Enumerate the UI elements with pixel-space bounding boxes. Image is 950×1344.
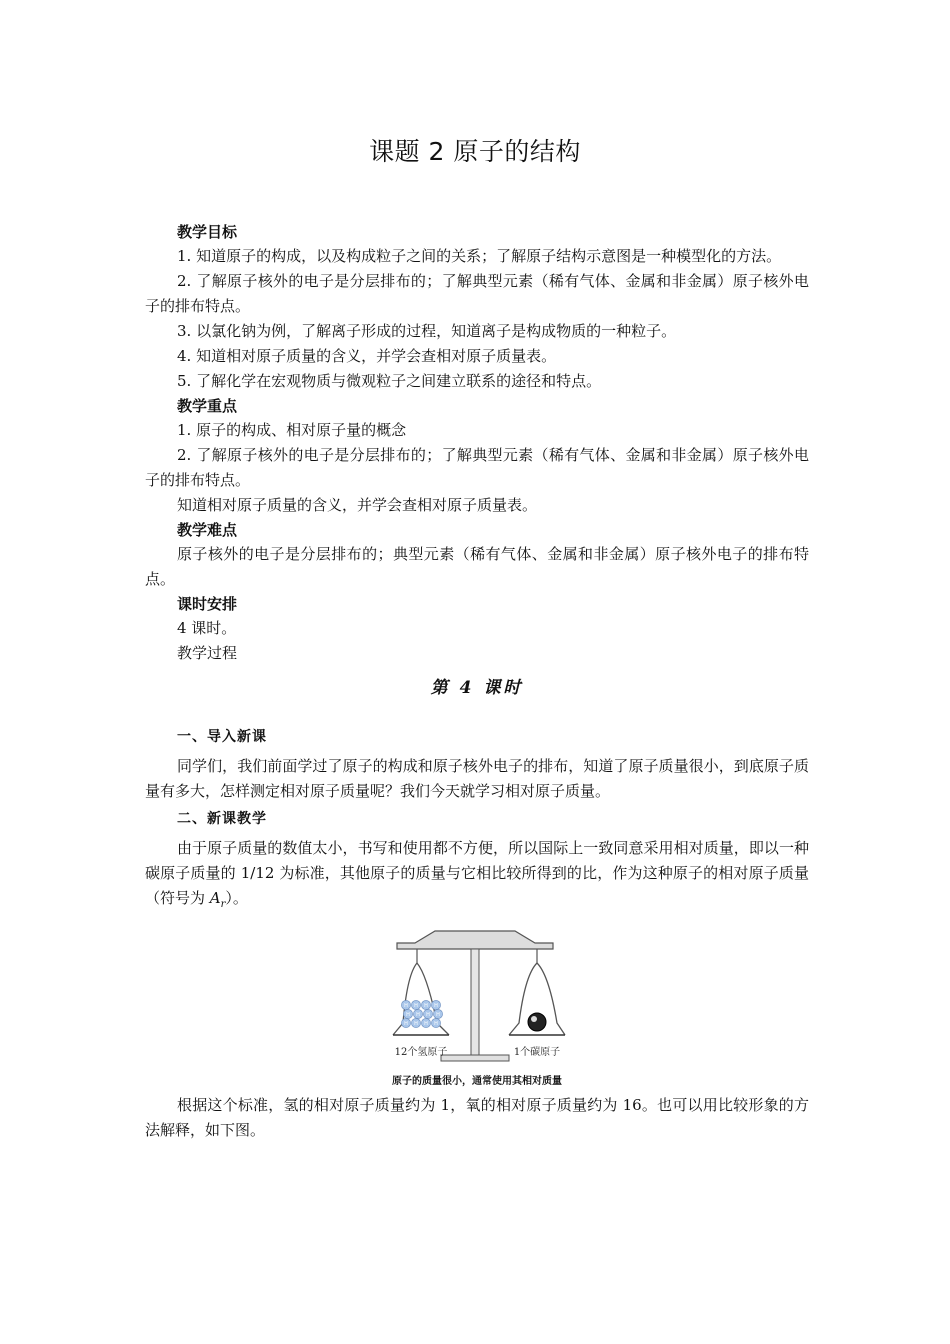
- goal-item: 4. 知道相对原子质量的含义，并学会查相对原子质量表。: [177, 347, 557, 365]
- key-point: 知道相对原子质量的含义，并学会查相对原子质量表。: [177, 496, 538, 514]
- figure-caption: 原子的质量很小，通常使用其相对质量: [392, 1076, 562, 1087]
- goal-item: 2. 了解原子核外的电子是分层排布的；了解典型元素（稀有气体、金属和非金属）原子核外电子的排布特点。: [145, 272, 809, 315]
- hydrogen-atom-letter: H: [434, 1003, 438, 1010]
- balance-scale-illustration: [145, 923, 809, 1069]
- symbol-a: A: [209, 889, 221, 907]
- key-point: 2. 了解原子核外的电子是分层排布的；了解典型元素（稀有气体、金属和非金属）原子核外电子的排布特点。: [145, 446, 809, 489]
- new-lesson-text: [145, 836, 809, 917]
- hydrogen-atom-letter: H: [424, 1003, 428, 1010]
- new-lesson-heading: 二、新课教学: [177, 811, 267, 827]
- hydrogen-atom-letter: H: [404, 1003, 408, 1010]
- key-heading: 教学重点: [177, 397, 238, 415]
- lesson-title: 第 4 课时: [430, 678, 524, 698]
- key-point: 1. 原子的构成、相对原子量的概念: [177, 421, 407, 439]
- schedule-text: 4 课时。: [177, 619, 237, 637]
- intro-heading: 一、导入新课: [177, 729, 267, 745]
- closing-text: 根据这个标准，氢的相对原子质量约为 1，氧的相对原子质量约为 16。也可以用比较形象的方法解释，如下图。: [145, 1096, 809, 1139]
- right-pan-label: 1个碳原子: [513, 1047, 561, 1058]
- goal-item: 1. 知道原子的构成，以及构成粒子之间的关系；了解原子结构示意图是一种模型化的方法。: [177, 247, 782, 265]
- hydrogen-atom-letter: H: [416, 1012, 420, 1019]
- new-text-part-b: ）。: [225, 889, 248, 907]
- new-text-part-a: 由于原子质量的数值太小，书写和使用都不方便，所以国际上一致同意采用相对质量，即以一种碳原子质量的 1/12 为标准，其他原子的质量与它相比较所得到的比，作为这种原子的相对原子质量（符号为: [145, 839, 809, 907]
- intro-text: 同学们，我们前面学过了原子的构成和原子核外电子的排布，知道了原子质量很小，到底原子质量有多大，怎样测定相对原子质量呢？我们今天就学习相对原子质量。: [145, 757, 809, 800]
- goal-item: 5. 了解化学在宏观物质与微观粒子之间建立联系的途径和特点。: [177, 372, 602, 390]
- balance-figure: [145, 923, 809, 1069]
- hydrogen-atom-letter: H: [434, 1021, 438, 1028]
- page-title: 课题 2 原子的结构: [369, 137, 581, 166]
- schedule-heading: 课时安排: [177, 595, 238, 613]
- hydrogen-atom-letter: H: [414, 1021, 418, 1028]
- left-pan-label: 12个氢原子: [394, 1047, 448, 1058]
- hydrogen-atom-letter: H: [414, 1003, 418, 1010]
- hydrogen-atoms: [401, 1000, 442, 1027]
- process-label: 教学过程: [177, 644, 238, 662]
- document-body: [145, 220, 809, 1143]
- hydrogen-atom-letter: H: [404, 1021, 408, 1028]
- goal-item: 3. 以氯化钠为例，了解离子形成的过程，知道离子是构成物质的一种粒子。: [177, 322, 677, 340]
- difficulty-heading: 教学难点: [177, 521, 238, 539]
- hydrogen-atom-letter: H: [424, 1021, 428, 1028]
- carbon-atom-icon: [528, 1013, 546, 1031]
- goals-heading: 教学目标: [177, 223, 238, 241]
- hydrogen-atom-letter: H: [426, 1012, 430, 1019]
- symbol-r: r: [220, 899, 226, 910]
- difficulty-text: 原子核外的电子是分层排布的；典型元素（稀有气体、金属和非金属）原子核外电子的排布特点。: [145, 545, 809, 588]
- hydrogen-atom-letter: H: [406, 1012, 410, 1019]
- hydrogen-atom-letter: H: [436, 1012, 440, 1019]
